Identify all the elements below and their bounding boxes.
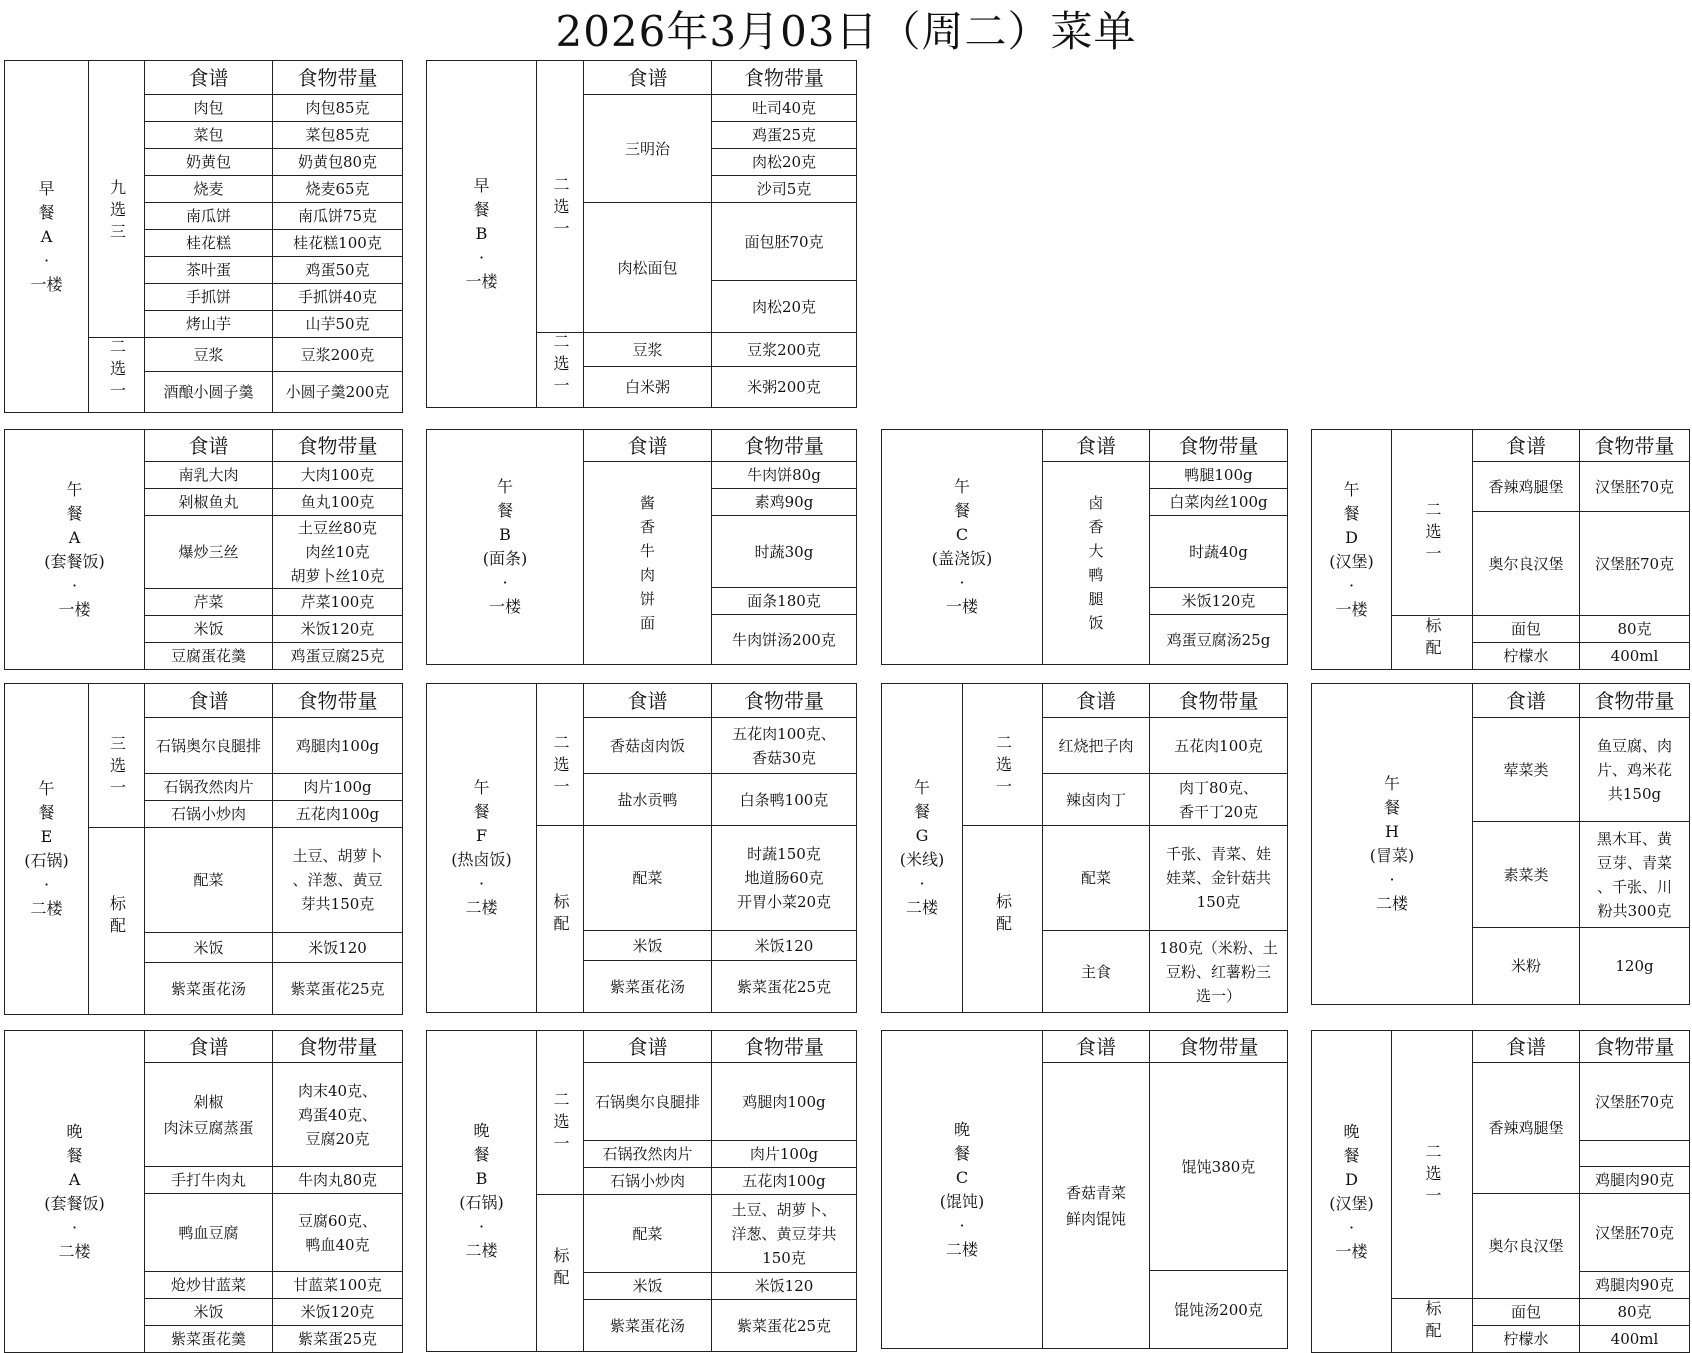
block-label: 早 餐 B · 一楼 bbox=[427, 61, 537, 408]
group-label: 三选一 bbox=[89, 718, 145, 828]
recipe-cell: 三明治 bbox=[584, 95, 712, 203]
amount-cell: 鸡蛋50克 bbox=[273, 257, 403, 284]
amount-cell: 鸡腿肉90克 bbox=[1580, 1272, 1690, 1299]
amount-cell: 面条180克 bbox=[712, 588, 857, 615]
block-label: 午 餐 A (套餐饭) · 一楼 bbox=[5, 430, 145, 670]
recipe-cell: 奶黄包 bbox=[145, 149, 273, 176]
amount-cell: 汉堡胚70克 bbox=[1580, 1194, 1690, 1272]
amount-cell: 五花肉100克 bbox=[1150, 718, 1288, 774]
group-cell bbox=[537, 61, 584, 95]
recipe-cell: 爆炒三丝 bbox=[145, 516, 273, 589]
menu-block-lG bbox=[881, 683, 1288, 1013]
amount-cell: 牛肉丸80克 bbox=[273, 1167, 403, 1194]
amount-cell: 五花肉100克、 香菇30克 bbox=[712, 718, 857, 774]
recipe-cell: 奥尔良汉堡 bbox=[1473, 1194, 1580, 1299]
amount-header: 食物带量 bbox=[273, 430, 403, 462]
recipe-header: 食谱 bbox=[1473, 684, 1580, 718]
amount-cell: 桂花糕100克 bbox=[273, 230, 403, 257]
group-label: 九选三 bbox=[89, 95, 145, 338]
amount-cell: 沙司5克 bbox=[712, 176, 857, 203]
recipe-cell: 肉松面包 bbox=[584, 203, 712, 333]
recipe-cell: 面包 bbox=[1473, 1299, 1580, 1326]
block-label: 午 餐 E (石锅) · 二楼 bbox=[5, 684, 89, 1015]
recipe-header: 食谱 bbox=[1043, 430, 1150, 462]
recipe-header: 食谱 bbox=[145, 1031, 273, 1063]
amount-header: 食物带量 bbox=[1150, 430, 1288, 462]
group-cell bbox=[537, 684, 584, 718]
recipe-cell: 香辣鸡腿堡 bbox=[1473, 1063, 1580, 1194]
amount-cell: 米饭120克 bbox=[273, 1299, 403, 1326]
recipe-cell: 辣卤肉丁 bbox=[1043, 774, 1150, 826]
amount-header: 食物带量 bbox=[712, 61, 857, 95]
amount-header: 食物带量 bbox=[712, 684, 857, 718]
amount-cell: 肉包85克 bbox=[273, 95, 403, 122]
amount-cell: 时蔬150克 地道肠60克 开胃小菜20克 bbox=[712, 826, 857, 931]
recipe-cell: 南瓜饼 bbox=[145, 203, 273, 230]
recipe-cell: 柠檬水 bbox=[1473, 1326, 1580, 1353]
amount-cell bbox=[1580, 1141, 1690, 1167]
group-label: 标配 bbox=[537, 1195, 584, 1352]
recipe-cell: 肉包 bbox=[145, 95, 273, 122]
amount-cell: 米饭120 bbox=[712, 931, 857, 961]
recipe-cell: 配菜 bbox=[145, 828, 273, 933]
amount-cell: 五花肉100g bbox=[273, 801, 403, 828]
amount-cell: 面包胚70克 bbox=[712, 203, 857, 281]
block-label: 午 餐 D (汉堡) · 一楼 bbox=[1312, 430, 1392, 670]
block-label: 午 餐 F (热卤饭) · 二楼 bbox=[427, 684, 537, 1013]
recipe-cell: 香菇卤肉饭 bbox=[584, 718, 712, 774]
amount-cell: 豆腐60克、 鸭血40克 bbox=[273, 1194, 403, 1272]
amount-cell: 土豆丝80克 肉丝10克 胡萝卜丝10克 bbox=[273, 516, 403, 589]
group-cell bbox=[537, 1031, 584, 1063]
amount-cell: 黑木耳、黄 豆芽、青菜 、千张、川 粉共300克 bbox=[1580, 822, 1690, 928]
recipe-header: 食谱 bbox=[145, 61, 273, 95]
recipe-cell: 茶叶蛋 bbox=[145, 257, 273, 284]
recipe-cell: 豆腐蛋花羹 bbox=[145, 643, 273, 670]
block-label: 晚 餐 D (汉堡) · 一楼 bbox=[1312, 1031, 1392, 1353]
recipe-cell: 米饭 bbox=[584, 931, 712, 961]
block-label: 晚 餐 A (套餐饭) · 二楼 bbox=[5, 1031, 145, 1353]
amount-cell: 紫菜蛋25克 bbox=[273, 1326, 403, 1353]
recipe-cell: 荤菜类 bbox=[1473, 718, 1580, 822]
amount-header: 食物带量 bbox=[712, 430, 857, 462]
amount-cell: 时蔬30g bbox=[712, 516, 857, 588]
amount-header: 食物带量 bbox=[712, 1031, 857, 1063]
amount-cell: 鸡蛋豆腐25克 bbox=[273, 643, 403, 670]
group-label: 二选一 bbox=[537, 333, 584, 408]
recipe-cell: 剁椒 肉沫豆腐蒸蛋 bbox=[145, 1063, 273, 1167]
amount-cell: 土豆、胡萝卜、 洋葱、黄豆芽共 150克 bbox=[712, 1195, 857, 1273]
recipe-cell: 石锅小炒肉 bbox=[145, 801, 273, 828]
amount-cell: 山芋50克 bbox=[273, 311, 403, 338]
recipe-cell: 酱 香 牛 肉 饼 面 bbox=[584, 462, 712, 665]
amount-cell: 豆浆200克 bbox=[273, 338, 403, 372]
recipe-cell: 奥尔良汉堡 bbox=[1473, 512, 1580, 616]
menu-block-lC bbox=[881, 429, 1288, 665]
amount-cell: 米饭120 bbox=[712, 1273, 857, 1300]
menu-block-dB bbox=[426, 1030, 857, 1352]
menu-block-dC bbox=[881, 1030, 1288, 1349]
amount-cell: 汉堡胚70克 bbox=[1580, 462, 1690, 512]
amount-cell: 肉丁80克、 香干丁20克 bbox=[1150, 774, 1288, 826]
amount-cell: 白菜肉丝100g bbox=[1150, 489, 1288, 516]
block-label: 午 餐 G (米线) · 二楼 bbox=[882, 684, 963, 1013]
recipe-cell: 主食 bbox=[1043, 931, 1150, 1013]
group-label: 标配 bbox=[1392, 1299, 1473, 1353]
group-label: 标配 bbox=[963, 826, 1043, 1013]
recipe-cell: 面包 bbox=[1473, 616, 1580, 643]
amount-cell: 120g bbox=[1580, 928, 1690, 1005]
recipe-cell: 米饭 bbox=[145, 1299, 273, 1326]
menu-block-dD bbox=[1311, 1030, 1690, 1353]
recipe-header: 食谱 bbox=[1043, 684, 1150, 718]
block-label: 午 餐 B (面条) · 一楼 bbox=[427, 430, 584, 665]
recipe-cell: 桂花糕 bbox=[145, 230, 273, 257]
recipe-cell: 豆浆 bbox=[584, 333, 712, 367]
amount-cell: 鱼豆腐、肉 片、鸡米花 共150g bbox=[1580, 718, 1690, 822]
recipe-cell: 炝炒甘蓝菜 bbox=[145, 1272, 273, 1299]
amount-cell: 鸡腿肉90克 bbox=[1580, 1167, 1690, 1194]
group-label: 二选一 bbox=[89, 338, 145, 413]
recipe-cell: 配菜 bbox=[584, 1195, 712, 1273]
amount-cell: 米粥200克 bbox=[712, 367, 857, 408]
group-label: 标配 bbox=[537, 826, 584, 1013]
recipe-cell: 米饭 bbox=[584, 1273, 712, 1300]
recipe-header: 食谱 bbox=[584, 61, 712, 95]
amount-cell: 肉片100g bbox=[273, 774, 403, 801]
block-label: 晚 餐 B (石锅) · 二楼 bbox=[427, 1031, 537, 1352]
amount-cell: 吐司40克 bbox=[712, 95, 857, 122]
recipe-cell: 白米粥 bbox=[584, 367, 712, 408]
amount-cell: 米饭120克 bbox=[1150, 588, 1288, 615]
recipe-cell: 手打牛肉丸 bbox=[145, 1167, 273, 1194]
amount-cell: 素鸡90g bbox=[712, 489, 857, 516]
group-label: 二选一 bbox=[537, 1063, 584, 1195]
group-cell bbox=[963, 684, 1043, 718]
amount-cell: 牛肉饼汤200克 bbox=[712, 615, 857, 665]
amount-cell: 400ml bbox=[1580, 1326, 1690, 1353]
recipe-cell: 紫菜蛋花汤 bbox=[584, 961, 712, 1013]
recipe-header: 食谱 bbox=[145, 684, 273, 718]
amount-header: 食物带量 bbox=[1580, 430, 1690, 462]
menu-block-lH bbox=[1311, 683, 1690, 1005]
amount-cell: 馄饨380克 bbox=[1150, 1063, 1288, 1271]
recipe-cell: 香菇青菜 鲜肉馄饨 bbox=[1043, 1063, 1150, 1349]
recipe-cell: 紫菜蛋花汤 bbox=[145, 963, 273, 1015]
amount-cell: 菜包85克 bbox=[273, 122, 403, 149]
amount-cell: 手抓饼40克 bbox=[273, 284, 403, 311]
menu-block-bA bbox=[4, 60, 403, 413]
amount-cell: 鸡蛋25克 bbox=[712, 122, 857, 149]
recipe-cell: 石锅孜然肉片 bbox=[584, 1141, 712, 1168]
amount-cell: 鸡腿肉100g bbox=[273, 718, 403, 774]
recipe-cell: 石锅奥尔良腿排 bbox=[584, 1063, 712, 1141]
amount-cell: 肉松20克 bbox=[712, 281, 857, 333]
amount-cell: 鸭腿100g bbox=[1150, 462, 1288, 489]
recipe-cell: 南乳大肉 bbox=[145, 462, 273, 489]
group-label: 二选一 bbox=[963, 718, 1043, 826]
menu-block-lB bbox=[426, 429, 857, 665]
amount-cell: 80克 bbox=[1580, 1299, 1690, 1326]
page-title: 2026年3月03日（周二）菜单 bbox=[555, 7, 1137, 56]
amount-cell: 80克 bbox=[1580, 616, 1690, 643]
menu-block-dA bbox=[4, 1030, 403, 1353]
amount-cell: 千张、青菜、娃 娃菜、金针菇共 150克 bbox=[1150, 826, 1288, 931]
block-label: 午 餐 C (盖浇饭) · 一楼 bbox=[882, 430, 1043, 665]
recipe-header: 食谱 bbox=[584, 684, 712, 718]
recipe-cell: 紫菜蛋花汤 bbox=[584, 1300, 712, 1352]
amount-cell: 小圆子羹200克 bbox=[273, 372, 403, 413]
amount-cell: 南瓜饼75克 bbox=[273, 203, 403, 230]
amount-header: 食物带量 bbox=[1580, 1031, 1690, 1063]
amount-header: 食物带量 bbox=[273, 61, 403, 95]
recipe-header: 食谱 bbox=[145, 430, 273, 462]
amount-cell: 烧麦65克 bbox=[273, 176, 403, 203]
amount-cell: 紫菜蛋花25克 bbox=[712, 1300, 857, 1352]
amount-cell: 土豆、胡萝卜 、洋葱、黄豆 芽共150克 bbox=[273, 828, 403, 933]
amount-cell: 白条鸭100克 bbox=[712, 774, 857, 826]
amount-cell: 汉堡胚70克 bbox=[1580, 1063, 1690, 1141]
recipe-cell: 剁椒鱼丸 bbox=[145, 489, 273, 516]
recipe-header: 食谱 bbox=[1473, 1031, 1580, 1063]
recipe-cell: 米粉 bbox=[1473, 928, 1580, 1005]
recipe-header: 食谱 bbox=[584, 1031, 712, 1063]
recipe-cell: 米饭 bbox=[145, 616, 273, 643]
amount-header: 食物带量 bbox=[1150, 1031, 1288, 1063]
recipe-cell: 石锅孜然肉片 bbox=[145, 774, 273, 801]
amount-cell: 奶黄包80克 bbox=[273, 149, 403, 176]
group-label: 二选一 bbox=[1392, 462, 1473, 616]
amount-cell: 肉片100g bbox=[712, 1141, 857, 1168]
recipe-cell: 红烧把子肉 bbox=[1043, 718, 1150, 774]
amount-cell: 芹菜100克 bbox=[273, 589, 403, 616]
group-label: 标配 bbox=[1392, 616, 1473, 670]
recipe-cell: 香辣鸡腿堡 bbox=[1473, 462, 1580, 512]
amount-header: 食物带量 bbox=[273, 684, 403, 718]
group-cell bbox=[89, 61, 145, 95]
recipe-header: 食谱 bbox=[584, 430, 712, 462]
recipe-cell: 烤山芋 bbox=[145, 311, 273, 338]
recipe-header: 食谱 bbox=[1043, 1031, 1150, 1063]
amount-cell: 豆浆200克 bbox=[712, 333, 857, 367]
amount-cell: 180克（米粉、土 豆粉、红薯粉三 选一） bbox=[1150, 931, 1288, 1013]
amount-cell: 鸡腿肉100g bbox=[712, 1063, 857, 1141]
amount-cell: 大肉100克 bbox=[273, 462, 403, 489]
block-label: 晚 餐 C (馄饨) · 二楼 bbox=[882, 1031, 1043, 1349]
group-cell bbox=[1392, 430, 1473, 462]
amount-cell: 馄饨汤200克 bbox=[1150, 1271, 1288, 1349]
amount-cell: 鸡蛋豆腐汤25g bbox=[1150, 615, 1288, 665]
amount-cell: 肉末40克、 鸡蛋40克、 豆腐20克 bbox=[273, 1063, 403, 1167]
recipe-cell: 豆浆 bbox=[145, 338, 273, 372]
group-label: 二选一 bbox=[537, 718, 584, 826]
group-label: 二选一 bbox=[1392, 1063, 1473, 1299]
amount-cell: 甘蓝菜100克 bbox=[273, 1272, 403, 1299]
amount-header: 食物带量 bbox=[1580, 684, 1690, 718]
amount-cell: 米饭120克 bbox=[273, 616, 403, 643]
recipe-cell: 鸭血豆腐 bbox=[145, 1194, 273, 1272]
recipe-header: 食谱 bbox=[1473, 430, 1580, 462]
recipe-cell: 芹菜 bbox=[145, 589, 273, 616]
amount-header: 食物带量 bbox=[1150, 684, 1288, 718]
recipe-cell: 烧麦 bbox=[145, 176, 273, 203]
group-cell bbox=[89, 684, 145, 718]
recipe-cell: 素菜类 bbox=[1473, 822, 1580, 928]
amount-cell: 时蔬40g bbox=[1150, 516, 1288, 588]
amount-header: 食物带量 bbox=[273, 1031, 403, 1063]
recipe-cell: 配菜 bbox=[584, 826, 712, 931]
group-label: 二选一 bbox=[537, 95, 584, 333]
block-label: 午 餐 H (冒菜) · 二楼 bbox=[1312, 684, 1473, 1005]
block-label: 早 餐 A · 一楼 bbox=[5, 61, 89, 413]
amount-cell: 鱼丸100克 bbox=[273, 489, 403, 516]
amount-cell: 牛肉饼80g bbox=[712, 462, 857, 489]
recipe-cell: 配菜 bbox=[1043, 826, 1150, 931]
amount-cell: 汉堡胚70克 bbox=[1580, 512, 1690, 616]
recipe-cell: 菜包 bbox=[145, 122, 273, 149]
recipe-cell: 石锅小炒肉 bbox=[584, 1168, 712, 1195]
amount-cell: 紫菜蛋花25克 bbox=[273, 963, 403, 1015]
amount-cell: 紫菜蛋花25克 bbox=[712, 961, 857, 1013]
amount-cell: 400ml bbox=[1580, 643, 1690, 670]
amount-cell: 五花肉100g bbox=[712, 1168, 857, 1195]
recipe-cell: 紫菜蛋花羹 bbox=[145, 1326, 273, 1353]
recipe-cell: 米饭 bbox=[145, 933, 273, 963]
recipe-cell: 卤 香 大 鸭 腿 饭 bbox=[1043, 462, 1150, 665]
recipe-cell: 盐水贡鸭 bbox=[584, 774, 712, 826]
menu-block-bB bbox=[426, 60, 857, 408]
recipe-cell: 酒酿小圆子羹 bbox=[145, 372, 273, 413]
menu-block-lA bbox=[4, 429, 403, 670]
amount-cell: 米饭120 bbox=[273, 933, 403, 963]
recipe-cell: 手抓饼 bbox=[145, 284, 273, 311]
menu-block-lF bbox=[426, 683, 857, 1013]
menu-block-lE bbox=[4, 683, 403, 1015]
group-label: 标配 bbox=[89, 828, 145, 1015]
menu-block-lD bbox=[1311, 429, 1690, 670]
group-cell bbox=[1392, 1031, 1473, 1063]
recipe-cell: 柠檬水 bbox=[1473, 643, 1580, 670]
amount-cell: 肉松20克 bbox=[712, 149, 857, 176]
recipe-cell: 石锅奥尔良腿排 bbox=[145, 718, 273, 774]
